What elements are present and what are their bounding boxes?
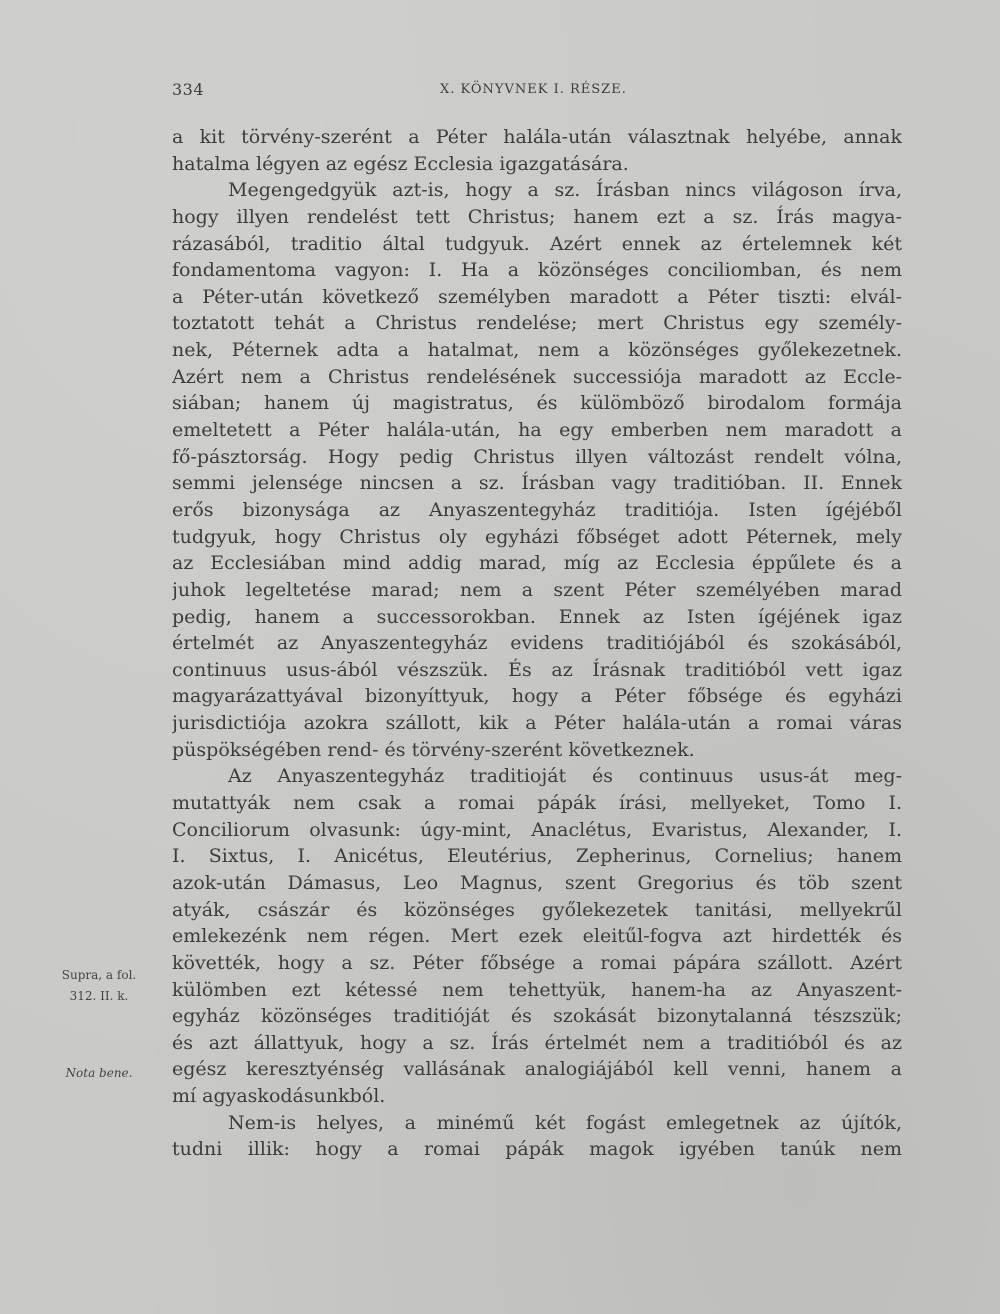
text-line: emeltetett a Péter halála-után, ha egy emberben nem maradott a	[172, 419, 902, 442]
text-line: erős bizonysága az Anyaszentegyház traditiója. Isten ígéjéből	[172, 498, 902, 521]
text-line: Azért nem a Christus rendelésének successiója maradott az Eccle-	[172, 365, 902, 388]
text-line: rázasából, traditio által tudgyuk. Azért ennek az értelemnek két	[172, 232, 902, 255]
text-line: semmi jelensége nincsen a sz. Írásban vagy traditióban. II. Ennek	[172, 472, 902, 495]
text-line: hatalma légyen az egész Ecclesia igazgatására.	[172, 152, 629, 175]
text-line: Megengedgyük azt-is, hogy a sz. Írásban nincs világoson írva,	[228, 179, 902, 202]
text-line: püspökségében rend- és törvény-szerént következnek.	[172, 738, 695, 761]
text-line: hogy illyen rendelést tett Christus; hanem ezt a sz. Írás magya-	[172, 205, 902, 228]
page-header	[172, 80, 902, 106]
margin-note-nota-bene: Nota bene.	[65, 1066, 133, 1080]
margin-note-reference-volume: 312. II. k.	[69, 989, 129, 1003]
text-line: mutattyák nem csak a romai pápák írási, mellyeket, Tomo I.	[172, 792, 902, 815]
text-line: fondamentoma vagyon: I. Ha a közönséges conciliomban, és nem	[172, 259, 902, 282]
text-line: tudgyuk, hogy Christus oly egyházi főbséget adott Péternek, mely	[172, 525, 902, 548]
text-line: emlekezénk nem régen. Mert ezek eleitűl-fogva azt hirdették és	[172, 925, 902, 948]
text-line: magyarázattyával bizonyíttyuk, hogy a Péter főbsége és egyházi	[172, 685, 902, 708]
text-line: tudni illik: hogy a romai pápák magok igyében tanúk nem	[172, 1138, 902, 1161]
text-line: continuus usus-ából vészszük. És az Írásnak traditióból vett igaz	[172, 658, 902, 681]
running-head: X. KÖNYVNEK I. RÉSZE.	[440, 82, 627, 97]
text-line: toztatott tehát a Christus rendelése; mert Christus egy személy-	[172, 312, 902, 335]
text-line: követték, hogy a sz. Péter főbsége a romai pápára szállott. Azért	[172, 951, 902, 974]
text-line: értelmét az Anyaszentegyház evidens traditiójából és szokásából,	[172, 632, 902, 655]
text-line: azok-után Dámasus, Leo Magnus, szent Gregorius és töb szent	[172, 871, 902, 894]
text-line: atyák, császár és közönséges győlekezetek tanitási, mellyekrűl	[172, 898, 902, 921]
text-line: pedig, hanem a successorokban. Ennek az Isten ígéjének igaz	[172, 605, 902, 628]
text-line: Conciliorum olvasunk: úgy-mint, Anaclétus, Evaristus, Alexander, I.	[172, 818, 902, 841]
text-line: az Ecclesiában mind addig marad, míg az Ecclesia éppűlete és a	[172, 552, 902, 575]
text-line: külömben ezt kétessé nem tehettyük, hanem-ha az Anyaszent-	[172, 978, 902, 1001]
text-line: juhok legeltetése marad; nem a szent Péter személyében marad	[172, 578, 902, 601]
text-line: a kit törvény-szerént a Péter halála-után választnak helyébe, annak	[172, 126, 902, 148]
text-line: jurisdictiója azokra szállott, kik a Péter halála-után a romai váras	[172, 712, 902, 735]
text-line: Az Anyaszentegyház traditioját és continuus usus-át meg-	[228, 765, 902, 788]
text-line: nek, Péternek adta a hatalmat, nem a közönséges győlekezetnek.	[172, 339, 902, 362]
text-line: fő-pásztorság. Hogy pedig Christus illyen változást rendelt vólna,	[172, 445, 902, 468]
text-line: I. Sixtus, I. Anicétus, Eleutérius, Zepherinus, Cornelius; hanem	[172, 845, 902, 868]
text-line: és azt állattyuk, hogy a sz. Írás értelmét nem a traditióból és az	[172, 1031, 902, 1054]
page-number: 334	[172, 80, 205, 99]
text-line: egyház közönséges traditióját és szokását bizonytalanná tészszük;	[172, 1005, 902, 1028]
text-line: egész keresztyénség vallásának analogiájából kell venni, hanem a	[172, 1058, 902, 1081]
text-line: Nem-is helyes, a minémű két fogást emlegetnek az újítók,	[228, 1111, 902, 1134]
margin-note-reference: Supra, a fol.	[61, 968, 137, 982]
text-line: a Péter-után következő személyben maradott a Péter tiszti: elvál-	[172, 285, 902, 308]
text-line: siában; hanem új magistratus, és külömböző birodalom formája	[172, 392, 902, 415]
body-text	[172, 124, 902, 1163]
text-line: mí agyaskodásunkból.	[172, 1085, 386, 1108]
